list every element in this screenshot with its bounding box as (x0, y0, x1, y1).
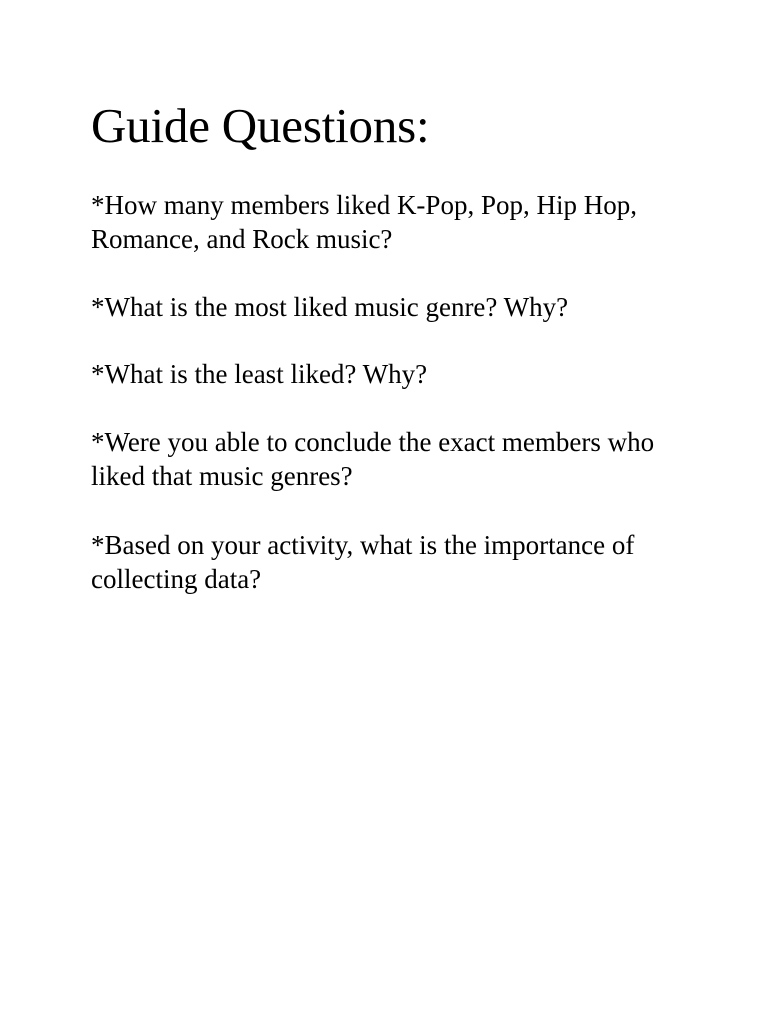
question-item: *What is the most liked music genre? Why? (91, 292, 569, 322)
question-item: *Based on your activity, what is the importance of collecting data? (91, 530, 635, 594)
question-item: *How many members liked K-Pop, Pop, Hip Hop, Romance, and Rock music? (91, 190, 637, 254)
question-item: *What is the least liked? Why? (91, 359, 428, 389)
question-list (91, 188, 691, 596)
question-item: *Were you able to conclude the exact members who liked that music genres? (91, 427, 655, 491)
page-title: Guide Questions: (91, 98, 430, 153)
document-page (91, 96, 691, 596)
